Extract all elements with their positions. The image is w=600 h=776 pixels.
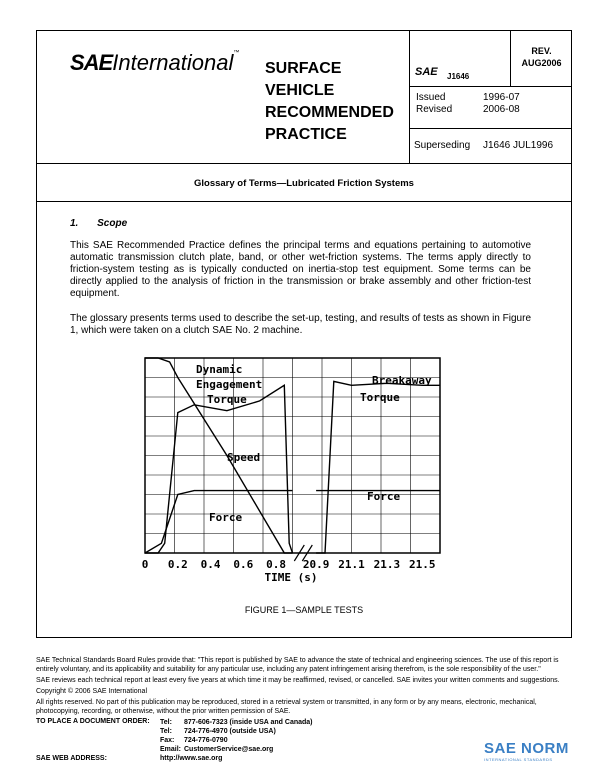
annotation-breakaway: Breakaway [372, 374, 432, 387]
annotation-force-left: Force [209, 511, 243, 524]
figure-caption: FIGURE 1—SAMPLE TESTS [244, 605, 364, 615]
watermark-text: SAE NORM [484, 740, 569, 757]
web-address-link[interactable]: http://www.sae.org [160, 755, 223, 762]
header-divider [409, 86, 572, 87]
scope-paragraph: This SAE Recommended Practice defines the principal terms and equations pertaining to automotive automatic transmission clutch plate, band, or other wet-friction systems. The terms apply directly to friction-system testing as is typically conducted on inertia-stop test equipment. Some terms can be directly applied to the analysis of friction in the transmission or brake assembly and other friction-test equipment. [70, 240, 531, 299]
revised-value: 2006-08 [483, 104, 520, 115]
annotation-breakaway-torque: Torque [360, 391, 400, 404]
doc-type-line: VEHICLE [265, 82, 335, 99]
document-title: Glossary of Terms—Lubricated Friction Systems [194, 178, 414, 189]
header-divider [36, 201, 572, 202]
doc-type-line: RECOMMENDED [265, 104, 394, 121]
footer-copyright: Copyright © 2006 SAE International [36, 688, 148, 695]
x-tick-label: 20.9 [302, 558, 330, 571]
contact-phone[interactable]: 724-776-4970 (outside USA) [184, 728, 276, 735]
annotation-engagement: Engagement [196, 378, 263, 391]
x-tick-label: 0 [141, 558, 149, 571]
contact-phone[interactable]: 877-606-7323 (inside USA and Canada) [184, 719, 313, 726]
contact-email-link[interactable]: CustomerService@sae.org [184, 746, 274, 753]
document-number: J1646 [447, 72, 470, 81]
chart-tick-labels [142, 558, 436, 571]
issued-label: Issued [416, 92, 446, 103]
footer-review: SAE reviews each technical report at least every five years at which time it may be reaffirmed, revised, or cancelled. SAE invites your written comments and suggestions. [36, 677, 560, 684]
doc-type-line: PRACTICE [265, 126, 347, 143]
rev-label: REV. [531, 46, 552, 56]
issued-value: 1996-07 [483, 92, 520, 103]
chart-grid [145, 358, 440, 561]
scope-paragraph: The glossary presents terms used to describe the set-up, testing, and results of tests as shown in Figure 1, which were taken on a clutch SAE No. 2 machine. [70, 313, 531, 336]
revised-label: Revised [416, 104, 453, 115]
superseding-value: J1646 JUL1996 [483, 140, 554, 151]
contact-row: Tel: 877-606-7323 (inside USA and Canada) [160, 719, 313, 726]
contact-row: Fax: 724-776-0790 [160, 737, 228, 744]
header-divider [409, 30, 410, 163]
annotation-dynamic: Dynamic [196, 363, 243, 376]
section-heading [70, 218, 127, 229]
x-tick-label: 21.1 [338, 558, 365, 571]
contact-list [160, 718, 313, 754]
sample-tests-chart [130, 348, 460, 592]
document-type [265, 58, 394, 146]
annotation-speed: Speed [227, 451, 261, 464]
sae-norm-watermark [484, 740, 596, 762]
x-axis-label: TIME (s) [264, 571, 318, 584]
x-tick-label: 21.5 [409, 558, 436, 571]
section-title: Scope [97, 218, 128, 229]
x-tick-label: 0.6 [233, 558, 254, 571]
section-number: 1. [70, 218, 79, 229]
web-address-label: SAE WEB ADDRESS: [36, 755, 107, 762]
doc-type-line: SURFACE [265, 60, 342, 77]
sae-international-logo: SAEInternational™ [70, 50, 240, 75]
header-divider [409, 128, 572, 129]
annotation-force-right: Force [367, 490, 401, 503]
x-tick-label: 0.4 [200, 558, 221, 571]
small-sae-logo: SAE [415, 66, 438, 78]
header-divider [510, 30, 511, 86]
footer-rights: All rights reserved. No part of this publication may be reproduced, stored in a retrieval system or transmitted, in any form or by any means, electronic, mechanical, photocopying, recording, or otherwise, without the prior written permission of SAE. [36, 699, 537, 715]
x-tick-label: 0.2 [167, 558, 188, 571]
watermark-sub: INTERNATIONAL STANDARDS [484, 757, 553, 762]
x-tick-label: 21.3 [373, 558, 401, 571]
annotation-torque: Torque [207, 393, 247, 406]
contact-row: Email: CustomerService@sae.org [160, 746, 274, 753]
header-divider [36, 163, 572, 164]
order-label: TO PLACE A DOCUMENT ORDER: [36, 718, 150, 725]
rev-date: AUG2006 [521, 58, 562, 68]
contact-fax: 724-776-0790 [184, 737, 228, 744]
x-tick-label: 0.8 [266, 558, 287, 571]
contact-row: Tel: 724-776-4970 (outside USA) [160, 728, 276, 735]
footer-rules: SAE Technical Standards Board Rules provide that: "This report is published by SAE to advance the state of technical and engineering sciences. The use of this report is entirely voluntary, and its applicability and suitability for any particular use, including any patent infringement arising therefrom, is the sole responsibility of the user." [36, 657, 559, 673]
superseding-label: Superseding [414, 140, 471, 151]
series-line-breakaway-torque [316, 381, 440, 553]
